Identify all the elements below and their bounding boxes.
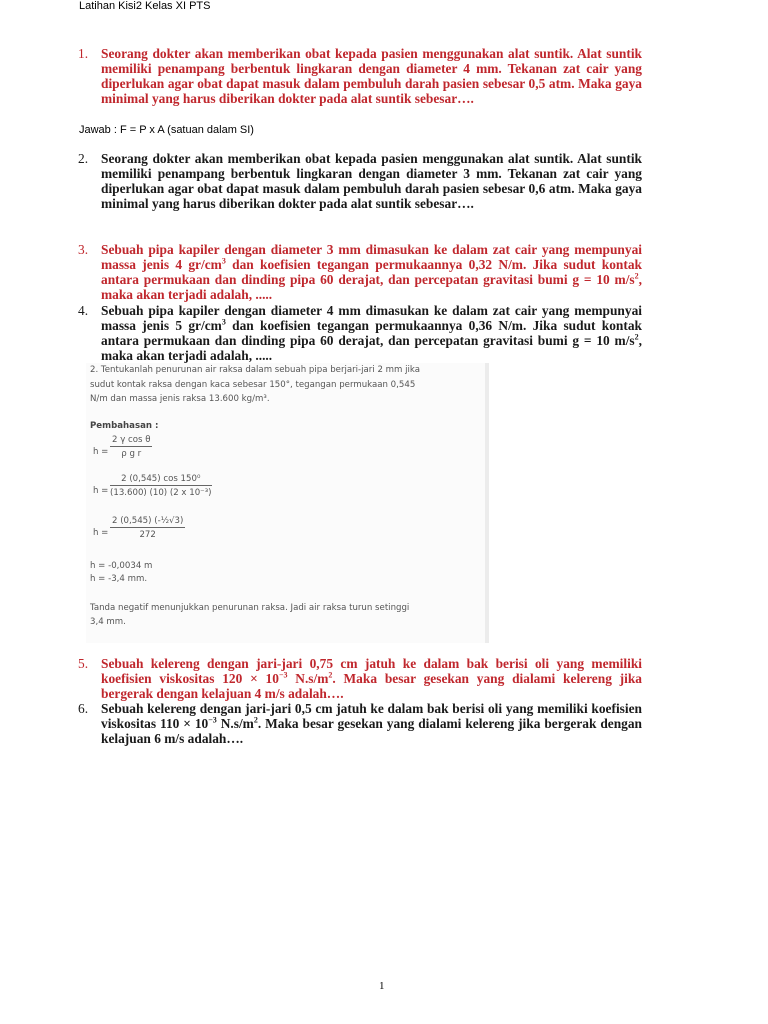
question-number: 2. bbox=[78, 151, 89, 166]
result-line: h = -3,4 mm. bbox=[90, 574, 148, 584]
formula-label: h = bbox=[93, 486, 109, 496]
formula-fraction: $\frac{\text{2 (0,545) (-½√3)}}{272}$ bbox=[112, 516, 184, 540]
question-number: 4. bbox=[78, 303, 89, 318]
formula-label: h = bbox=[93, 528, 109, 538]
question-number: 6. bbox=[78, 701, 89, 716]
example-line: N/m dan massa jenis raksa 13.600 kg/m³. bbox=[90, 394, 270, 404]
conclusion-line: 3,4 mm. bbox=[90, 617, 126, 627]
answer-hint: Jawab : F = P x A (satuan dalam SI) bbox=[79, 124, 254, 136]
result-line: h = -0,0034 m bbox=[90, 561, 153, 571]
question-number: 5. bbox=[78, 656, 89, 671]
example-line: 2. Tentukanlah penurunan air raksa dalam sebuah pipa berjari-jari 2 mm jika bbox=[90, 365, 420, 375]
page-header: Latihan Kisi2 Kelas XI PTS bbox=[79, 0, 211, 12]
question-number: 1. bbox=[78, 46, 89, 61]
question-2 bbox=[78, 151, 642, 211]
question-text: Sebuah pipa kapiler dengan diameter 3 mm dimasukan ke dalam zat cair yang mempunyai massa jenis 4 $gr/cm^3$ dan koefisien tegangan permukaannya 0,32 N/m. Jika sudut kontak antara permukaan dan dinding pipa 60 derajat, dan percepatan gravitasi bumi g = 10 $m/s^2$, maka akan terjadi adalah, ..... bbox=[101, 242, 642, 302]
question-text: Sebuah pipa kapiler dengan diameter 4 mm dimasukan ke dalam zat cair yang mempunyai massa jenis 5 $gr/cm^3$ dan koefisien tegangan permukaannya 0,36 N/m. Jika sudut kontak antara permukaan dan dinding pipa 60 derajat, dan percepatan gravitasi bumi g = 10 $m/s^2$, maka akan terjadi adalah, ..... bbox=[101, 303, 642, 363]
question-number: 3. bbox=[78, 242, 89, 257]
example-line: sudut kontak raksa dengan kaca sebesar 150°, tegangan permukaan 0,545 bbox=[90, 380, 416, 390]
question-5 bbox=[78, 656, 642, 701]
question-4 bbox=[78, 303, 642, 363]
question-text: Sebuah kelereng dengan jari-jari 0,5 cm jatuh ke dalam bak berisi oli yang memiliki koefisien viskositas $110 \times 10^{-3}$ $N.s/m^2$. Maka besar gesekan yang dialami kelereng jika bergerak dengan kelajuan 6 m/s adalah…. bbox=[101, 701, 643, 746]
formula-fraction: $\frac{\text{2 (0,545) cos 150⁰}}{\text{(13.600) (10) (2 x 10⁻³)}}$ bbox=[110, 474, 212, 498]
question-text: Seorang dokter akan memberikan obat kepada pasien menggunakan alat suntik. Alat suntik memiliki penampang berbentuk lingkaran dengan diameter 3 mm. Tekanan zat cair yang diperlukan agar obat dapat masuk dalam pembuluh darah pasien sebesar 0,6 atm. Maka gaya minimal yang harus diberikan dokter pada alat suntik sebesar…. bbox=[101, 151, 642, 211]
page-number: 1 bbox=[379, 980, 385, 992]
formula-label: h = bbox=[93, 447, 109, 457]
image-edge bbox=[485, 363, 489, 643]
question-1 bbox=[78, 46, 642, 106]
formula-fraction: $\frac{\text{2 γ cos θ}}{\text{ρ g r}}$ bbox=[112, 435, 151, 459]
question-text: Sebuah kelereng dengan jari-jari 0,75 cm jatuh ke dalam bak berisi oli yang memiliki koefisien viskositas $120 \times 10^{-3}$ $N.s/m^2$. Maka besar gesekan yang dialami kelereng jika bergerak dengan kelajuan 4 m/s adalah…. bbox=[101, 656, 643, 701]
question-6 bbox=[78, 701, 642, 746]
conclusion-line: Tanda negatif menunjukkan penurunan raksa. Jadi air raksa turun setinggi bbox=[90, 603, 410, 613]
question-3 bbox=[78, 242, 642, 302]
example-heading: Pembahasan : bbox=[90, 421, 159, 431]
question-text: Seorang dokter akan memberikan obat kepada pasien menggunakan alat suntik. Alat suntik memiliki penampang berbentuk lingkaran dengan diameter 4 mm. Tekanan zat cair yang diperlukan agar obat dapat masuk dalam pembuluh darah pasien sebesar 0,5 atm. Maka gaya minimal yang harus diberikan dokter pada alat suntik sebesar…. bbox=[101, 46, 642, 106]
worked-example-image bbox=[86, 363, 489, 643]
